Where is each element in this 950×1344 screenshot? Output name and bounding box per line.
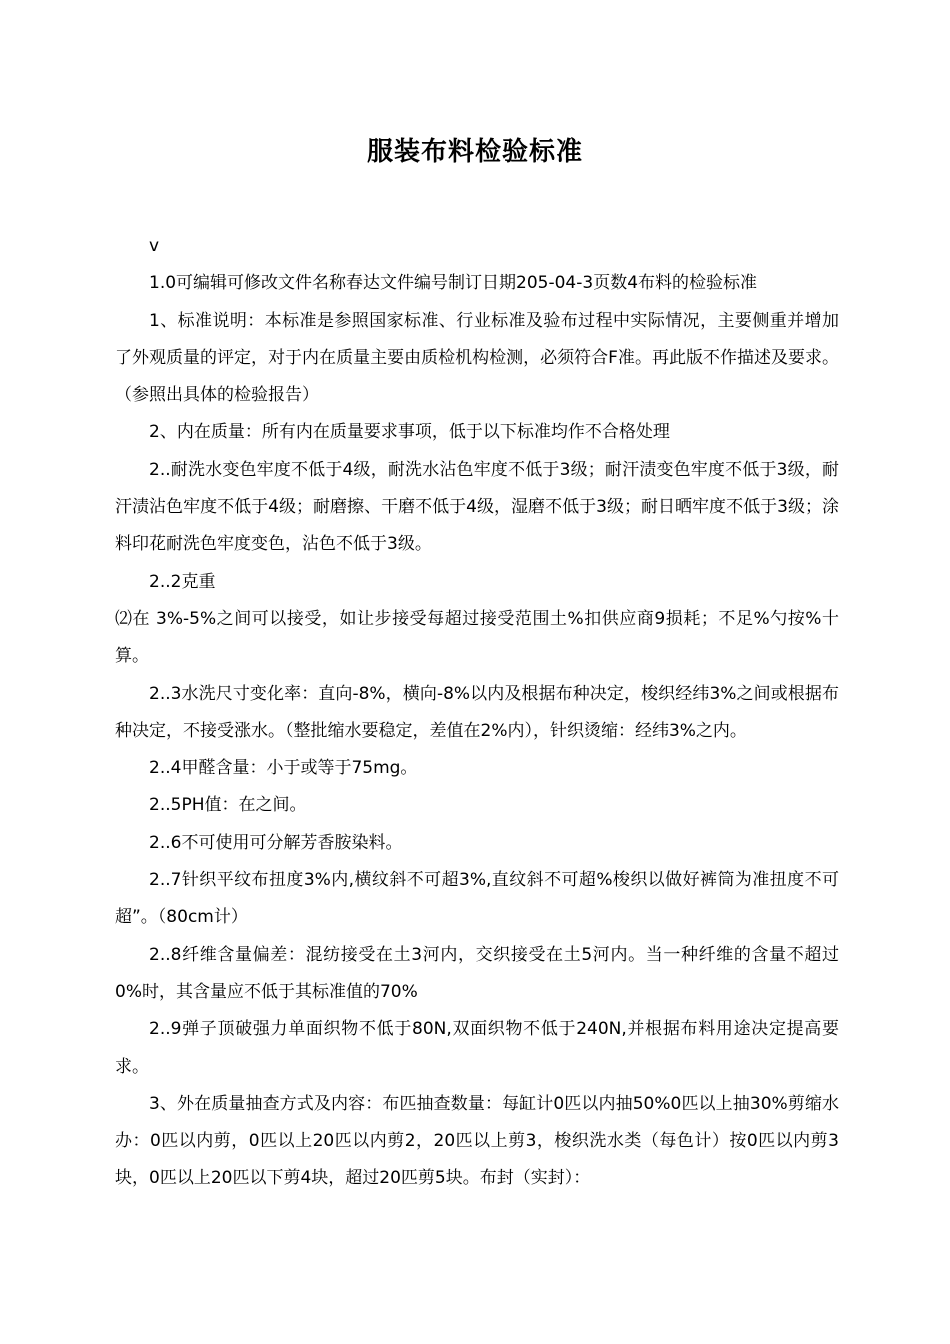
paragraph-weight-heading: 2..2克重	[149, 571, 216, 592]
document-body	[115, 228, 839, 1198]
paragraph-stray-mark: v	[149, 236, 160, 256]
paragraph-azo-dyes: 2..6不可使用可分解芳香胺染料。	[149, 832, 403, 853]
paragraph-weight-tolerance: ⑵在 3%-5%之间可以接受，如让步接受每超过接受范围土%扣供应商9损耗；不足%勺按%十算。	[115, 608, 839, 667]
paragraph-external-quality: 3、外在质量抽查方式及内容：布匹抽查数量：每缸计0匹以内抽50%0匹以上抽30%剪缩水办：0匹以内剪，0匹以上20匹以内剪2，20匹以上剪3，梭织洗水类（每色计）按0匹以内剪3块，0匹以上20匹以下剪4块，超过20匹剪5块。布封（实封）：	[115, 1093, 839, 1189]
paragraph-bursting-strength: 2..9弹子顶破强力单面织物不低于80N,双面织物不低于240N,并根据布料用途决定提高要求。	[115, 1019, 839, 1077]
paragraph-standard-description: 1、标准说明：本标准是参照国家标准、行业标准及验布过程中实际情况，主要侧重并增加了外观质量的评定，对于内在质量主要由质检机构检测，必须符合F准。再此版不作描述及要求。（参照出具体的检验报告）	[115, 310, 839, 406]
document-title: 服装布料检验标准	[366, 137, 583, 167]
paragraph-color-fastness: 2..耐洗水变色牢度不低于4级，耐洗水沾色牢度不低于3级；耐汗渍变色牢度不低于3级，耐汗渍沾色牢度不低于4级；耐磨擦、干磨不低于4级，湿磨不低于3级；耐日晒牢度不低于3级；涂料印花耐洗色牢度变色，沾色不低于3级。	[115, 459, 839, 555]
paragraph-skewness: 2..7针织平纹布扭度3%内,横纹斜不可超3%,直纹斜不可超%梭织以做好裤筒为准扭度不可超”。（80cm计）	[115, 870, 839, 928]
paragraph-internal-quality: 2、内在质量：所有内在质量要求事项，低于以下标准均作不合格处理	[149, 422, 670, 443]
paragraph-formaldehyde: 2..4甲醛含量：小于或等于75mg。	[149, 758, 418, 779]
paragraph-fiber-content: 2..8纤维含量偏差：混纺接受在土3河内，交织接受在土5河内。当一种纤维的含量不超过0%时，其含量应不低于其标准值的70%	[115, 944, 839, 1002]
paragraph-shrinkage: 2..3水洗尺寸变化率：直向-8%，横向-8%以内及根据布种决定，梭织经纬3%之间或根据布种决定，不接受涨水。（整批缩水要稳定，差值在2%内），针织烫缩：经纬3%之内。	[115, 683, 839, 741]
paragraph-file-header: 1.0可编辑可修改文件名称春达文件编号制订日期205-04-3页数4布料的检验标准	[149, 273, 758, 294]
paragraph-ph-value: 2..5PH值：在之间。	[149, 795, 307, 816]
